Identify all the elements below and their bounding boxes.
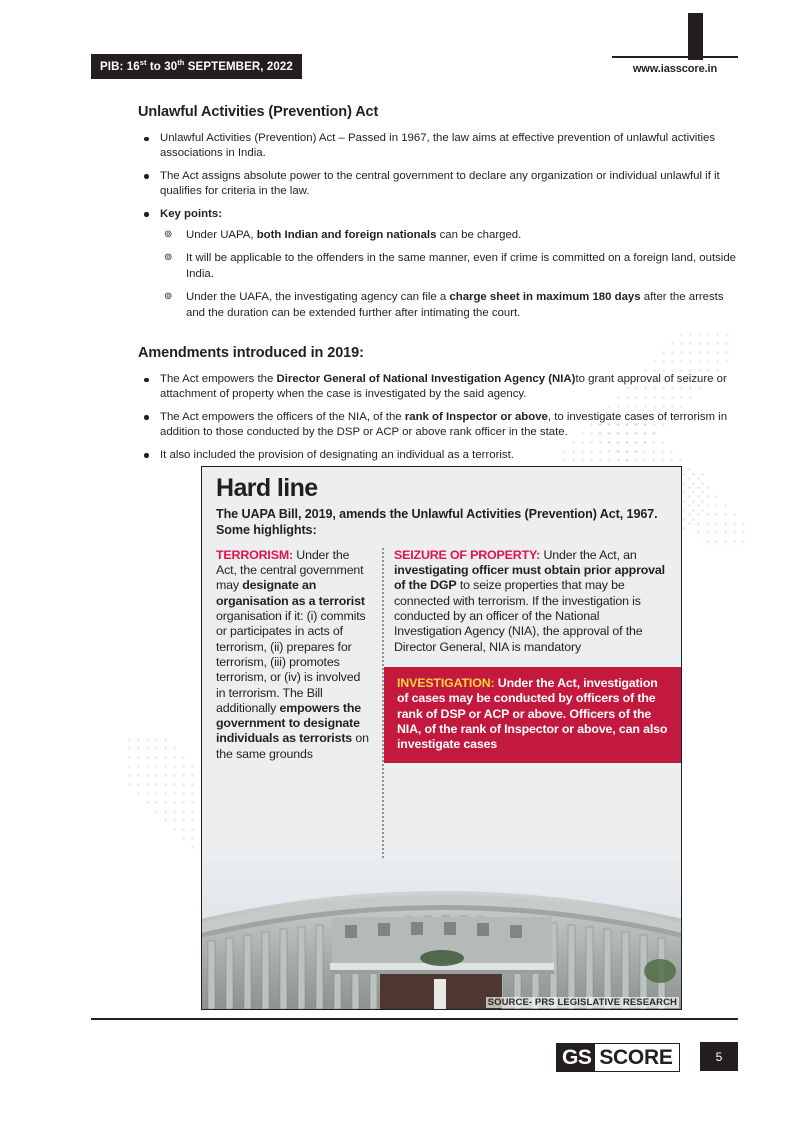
brand-bar-icon [688, 13, 703, 60]
list-item [138, 169, 740, 200]
infographic-title: Hard line [216, 474, 318, 502]
sub-list-item [160, 251, 740, 282]
sub-bullet-text: It will be applicable to the offenders in the same manner, even if crime is committed on a foreign land, outside India. [186, 252, 737, 280]
bullet-list-section-1 [138, 131, 740, 321]
pib-badge-prefix: PIB: 16 [100, 60, 140, 73]
infographic-columns [202, 542, 681, 878]
bullet-list-section-2 [138, 372, 740, 463]
list-item [138, 448, 740, 463]
bullet-text: Key points: [160, 207, 223, 220]
list-item-key-points [138, 207, 740, 321]
infographic-hard-line [201, 466, 682, 1010]
infographic-header [202, 467, 681, 542]
logo-gs-part: GS [557, 1044, 595, 1071]
pib-badge-suffix: SEPTEMBER, 2022 [184, 60, 293, 73]
infographic-source-caption: SOURCE- PRS LEGISLATIVE RESEARCH [487, 997, 677, 1008]
infographic-column-terrorism [202, 548, 384, 878]
pib-badge-mid: to 30 [146, 60, 178, 73]
bullet-text: The Act empowers the officers of the NIA, of the rank of Inspector or above, to investigate cases of terrorism in addition to those conducted by the DSP or ACP or above rank officer in the state. [160, 410, 728, 439]
list-item [138, 372, 740, 403]
list-item [138, 131, 740, 162]
investigation-callout: INVESTIGATION: Under the Act, investigation of cases may be conducted by officers of the rank of DSP or ACP or above. Officers of the NIA, of the rank of Inspector or above, can also investigate cases [384, 667, 681, 764]
parliament-building-photo [202, 859, 681, 1009]
sub-list-item [160, 290, 740, 321]
sub-bullet-text: Under UAPA, both Indian and foreign nationals can be charged. [186, 229, 522, 242]
sub-bullet-text: Under the UAFA, the investigating agency can file a charge sheet in maximum 180 days after the arrests and the duration can be extended further after intimating the court. [186, 291, 724, 319]
infographic-column-seizure [384, 548, 681, 878]
footer-rule [91, 1018, 738, 1020]
list-item [138, 410, 740, 441]
bullet-text: It also included the provision of designating an individual as a terrorist. [160, 448, 514, 461]
section-title-amendments-2019: Amendments introduced in 2019: [138, 345, 364, 362]
page-number-badge: 5 [700, 1042, 738, 1071]
infographic-subtitle: The UAPA Bill, 2019, amends the Unlawful Activities (Prevention) Act, 1967. Some highlights: [216, 506, 658, 537]
gsscore-logo [556, 1043, 680, 1072]
header-rule [612, 56, 738, 58]
section-title-unlawful-activities: Unlawful Activities (Prevention) Act [138, 104, 379, 120]
bullet-text: The Act empowers the Director General of National Investigation Agency (NIA)to grant approval of seizure or attachment of property when the case is investigated by the said agency. [160, 373, 727, 401]
pib-date-badge [91, 54, 302, 79]
logo-score-part: SCORE [595, 1044, 678, 1071]
site-url-link[interactable]: www.iasscore.in [632, 63, 718, 75]
terrorism-text: TERRORISM: Under the Act, the central government may designate an organisation as a terrorist organisation if it: (i) commits or participates in acts of terrorism, (ii) prepares for terrorism, (iii) promotes terrorism, or (iv) is involved in terrorism. The Bill additionally empowers the government to designate individuals as terrorists on the same grounds [216, 547, 369, 761]
article-content [138, 104, 740, 470]
bullet-text: Unlawful Activities (Prevention) Act – Passed in 1967, the law aims at effective prevention of unlawful activities associations in India. [160, 132, 716, 160]
parliament-building-illustration [202, 859, 681, 1009]
sub-list-item [160, 228, 740, 243]
sub-bullet-list-key-points [160, 228, 740, 321]
pib-badge-sup-first: st [139, 58, 147, 67]
bullet-text: The Act assigns absolute power to the central government to declare any organization or individual unlawful if it qualifies for criteria in the law. [160, 169, 720, 198]
seizure-of-property-text: SEIZURE OF PROPERTY: Under the Act, an investigating officer must obtain prior approval of the DGP to seize properties that may be connected with terrorism. If the investigation is conducted by an officer of the National Investigation Agency (NIA), the approval of the Director General, NIA is mandatory [394, 547, 665, 654]
pib-badge-sup-second: th [177, 58, 185, 67]
